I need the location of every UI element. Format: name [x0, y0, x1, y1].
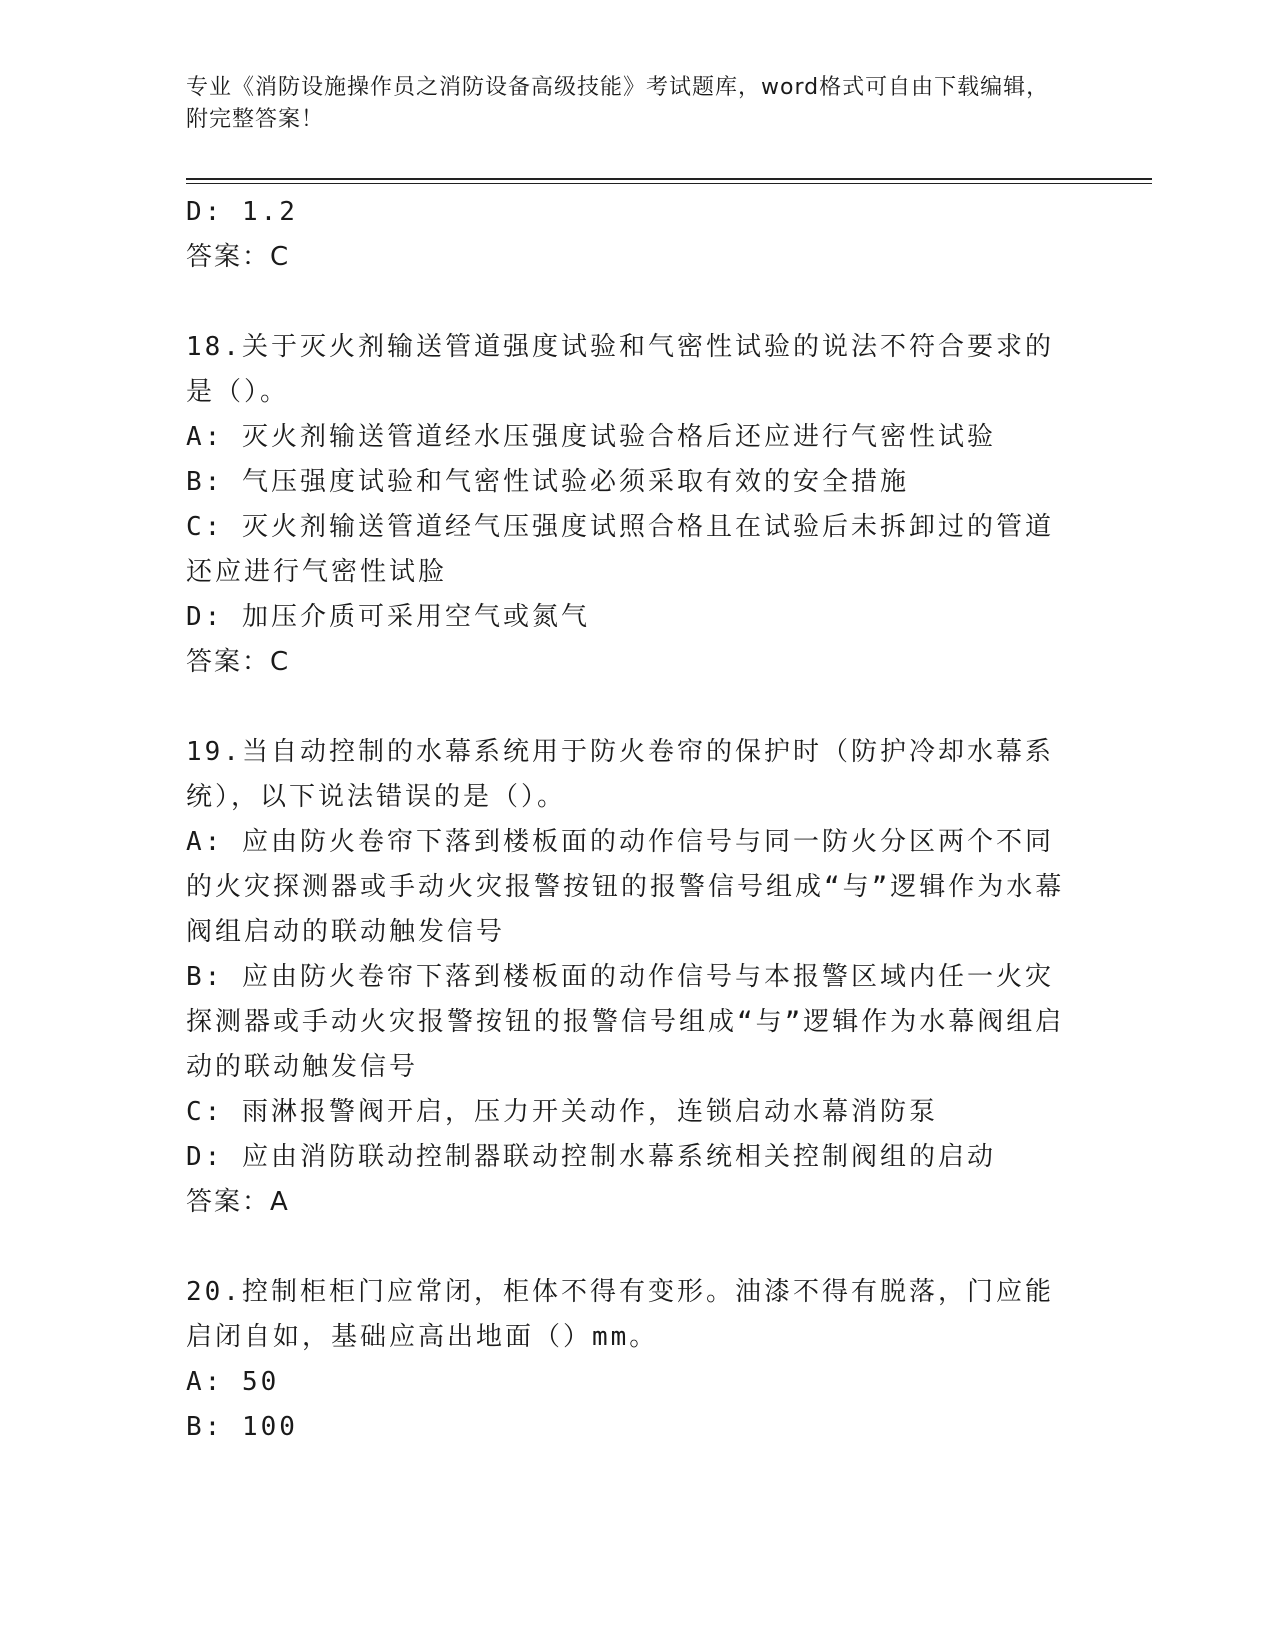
question-19-option-b: B: 应由防火卷帘下落到楼板面的动作信号与本报警区域内任一火灾探测器或手动火灾报警按钮的报警信号组成“与”逻辑作为水幕阀组启动的联动触发信号: [186, 962, 1065, 1082]
question-20-option-a: A: 50: [186, 1367, 280, 1397]
question-18-stem: 18.关于灭火剂输送管道强度试验和气密性试验的说法不符合要求的是（）。: [186, 332, 1054, 407]
question-19-option-a: A: 应由防火卷帘下落到楼板面的动作信号与同一防火分区两个不同的火灾探测器或手动火灾报警按钮的报警信号组成“与”逻辑作为水幕阀组启动的联动触发信号: [186, 827, 1065, 947]
spacer: [186, 1225, 1076, 1270]
question-18-option-b: B: 气压强度试验和气密性试验必须采取有效的安全措施: [186, 467, 909, 497]
question-18-option-c: C: 灭火剂输送管道经气压强度试照合格且在试验后未拆卸过的管道还应进行气密性试脸: [186, 512, 1054, 587]
question-20-option-b: B: 100: [186, 1412, 298, 1442]
spacer: [186, 685, 1076, 730]
question-19-option-d: D: 应由消防联动控制器联动控制水幕系统相关控制阀组的启动: [186, 1142, 996, 1172]
prev-option-d: D: 1.2: [186, 197, 298, 227]
page-header: 专业《消防设施操作员之消防设备高级技能》考试题库，word格式可自由下载编辑，附完整答案！: [186, 75, 1050, 132]
question-20-stem: 20.控制柜柜门应常闭，柜体不得有变形。油漆不得有脱落，门应能启闭自如，基础应高出地面（）mm。: [186, 1277, 1054, 1352]
header-rule-thick: [186, 178, 1152, 180]
spacer: [186, 280, 1076, 325]
question-19-stem: 19.当自动控制的水幕系统用于防火卷帘的保护时（防护冷却水幕系统），以下说法错误的是（）。: [186, 737, 1054, 812]
question-18-answer: 答案：C: [186, 647, 291, 677]
prev-answer: 答案：C: [186, 242, 291, 272]
question-19-option-c: C: 雨淋报警阀开启，压力开关动作，连锁启动水幕消防泵: [186, 1097, 938, 1127]
question-18-option-d: D: 加压介质可采用空气或氮气: [186, 602, 590, 632]
question-19-answer: 答案：A: [186, 1187, 290, 1217]
header-rule-thin: [186, 183, 1152, 184]
question-18-option-a: A: 灭火剂输送管道经水压强度试验合格后还应进行气密性试验: [186, 422, 996, 452]
question-content: [186, 190, 1076, 1450]
